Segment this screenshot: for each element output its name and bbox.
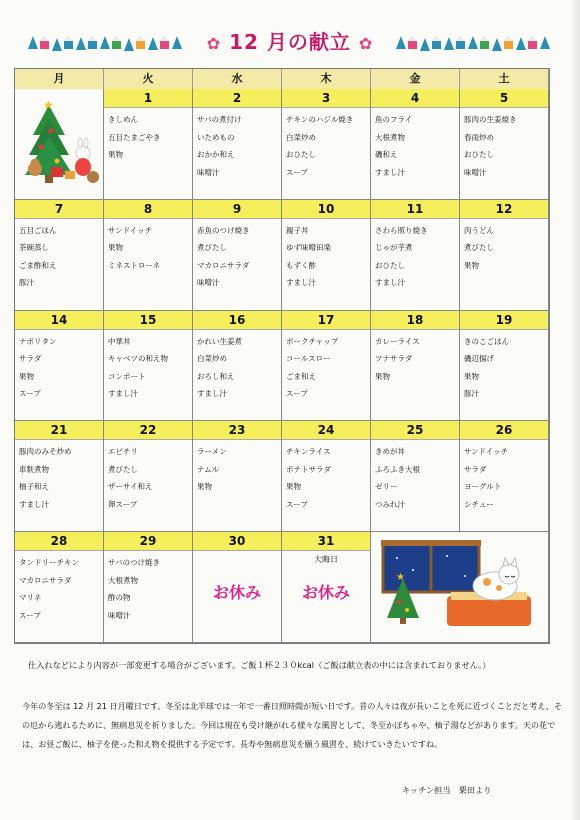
header bbox=[0, 22, 580, 62]
day-cell bbox=[371, 421, 460, 532]
menu-item: 五目ごはん bbox=[19, 225, 57, 235]
day-number: 14 bbox=[15, 311, 103, 330]
weekday-header: 木 bbox=[282, 69, 371, 89]
menu-list bbox=[197, 333, 242, 403]
day-cell bbox=[193, 532, 282, 643]
menu-item: 果物 bbox=[464, 371, 479, 381]
menu-item: 肉うどん bbox=[464, 225, 494, 235]
closed-label: お休み bbox=[212, 583, 261, 603]
menu-item: 味噌汁 bbox=[464, 167, 487, 177]
menu-item: カレーライス bbox=[375, 336, 420, 346]
day-number: 10 bbox=[282, 200, 370, 219]
menu-item: 味噌汁 bbox=[108, 610, 131, 620]
menu-item: すまし汁 bbox=[375, 278, 405, 288]
flower-icon: ✿ bbox=[206, 34, 222, 53]
menu-item: ポークチャップ bbox=[286, 336, 339, 346]
weekday-header: 水 bbox=[193, 69, 282, 89]
day-cell bbox=[193, 89, 282, 200]
menu-item: 果物 bbox=[286, 482, 301, 492]
menu-item: 五目たまごやき bbox=[108, 132, 161, 142]
menu-item: 豚汁 bbox=[19, 278, 34, 288]
tree-icon bbox=[492, 38, 502, 51]
menu-item: 茶碗蒸し bbox=[19, 243, 49, 253]
day-number: 16 bbox=[193, 311, 281, 330]
menu-item: ミネストローネ bbox=[108, 260, 161, 270]
day-number: 19 bbox=[460, 311, 548, 330]
day-number: 30 bbox=[193, 532, 281, 551]
menu-item: おろし和え bbox=[197, 371, 235, 381]
menu-list bbox=[108, 111, 161, 164]
svg-text:★: ★ bbox=[43, 98, 54, 112]
menu-item: サラダ bbox=[464, 464, 487, 474]
menu-list bbox=[108, 554, 160, 624]
menu-list bbox=[375, 333, 420, 386]
menu-item: サンドイッチ bbox=[108, 225, 153, 235]
menu-item: ポテトサラダ bbox=[286, 464, 331, 474]
day-cell bbox=[371, 200, 460, 311]
menu-item: 煮びたし bbox=[464, 243, 494, 253]
day-number: 25 bbox=[371, 421, 459, 440]
house-icon bbox=[408, 41, 417, 49]
menu-list bbox=[286, 222, 331, 292]
day-cell bbox=[282, 311, 371, 422]
menu-item: 煮びたし bbox=[108, 464, 138, 474]
menu-item: エビチリ bbox=[108, 447, 138, 457]
menu-item: じゃが芋煮 bbox=[375, 243, 413, 253]
day-cell bbox=[193, 200, 282, 311]
menu-item: スープ bbox=[19, 389, 41, 399]
day-cell bbox=[460, 311, 549, 422]
tree-icon bbox=[444, 37, 454, 50]
day-number: 18 bbox=[371, 311, 459, 330]
flower-icon: ✿ bbox=[358, 34, 374, 53]
menu-calendar bbox=[14, 68, 550, 644]
day-number: 31 bbox=[282, 532, 370, 551]
day-number: 2 bbox=[193, 89, 281, 108]
menu-item: 白菜炒め bbox=[197, 354, 227, 364]
menu-item: 果物 bbox=[375, 371, 390, 381]
menu-item: 春雨炒め bbox=[464, 132, 494, 142]
weekday-header: 土 bbox=[460, 69, 549, 89]
menu-item: いためもの bbox=[197, 132, 235, 142]
menu-item: ゼリー bbox=[375, 482, 398, 492]
day-cell bbox=[15, 311, 104, 422]
menu-item: きしめん bbox=[108, 115, 138, 124]
menu-item: 味噌汁 bbox=[197, 278, 220, 288]
weekday-header: 火 bbox=[104, 69, 193, 89]
menu-item: ツナサラダ bbox=[375, 354, 413, 364]
menu-item: 磯辺揚げ bbox=[464, 354, 494, 364]
menu-item: ごま和え bbox=[286, 371, 316, 381]
menu-item: かれい生姜煮 bbox=[197, 336, 242, 346]
christmas-tree-illustration bbox=[21, 97, 101, 187]
menu-list bbox=[197, 222, 250, 292]
day-number: 9 bbox=[193, 200, 281, 219]
day-cell bbox=[104, 200, 193, 311]
winter-solstice-message: 今年の冬至は 12 月 21 日月曜日です。冬至は北半球では一年で一番日照時間が短い日です。昔の人々は夜が長いことを死に近づくことだと考え、その厄から逃れるために、無病息災を祈りました。今回は現在も受け継がれる様々な風習として、冬至かぼちゃや、柚子湯などがあります。天の花では、お昼ご飯に、柚子を使った和え物を提供する予定です。長寿や無病息災を願う風習を、続けていきたいですね。 bbox=[22, 701, 562, 749]
day-cell bbox=[282, 200, 371, 311]
menu-list bbox=[286, 333, 338, 403]
menu-item: 果物 bbox=[464, 260, 479, 270]
menu-list bbox=[464, 333, 509, 403]
menu-item: サラダ bbox=[19, 354, 42, 364]
menu-item: おひたし bbox=[286, 150, 316, 159]
menu-item: 車麩煮物 bbox=[19, 464, 49, 474]
menu-item: 赤魚のつけ焼き bbox=[197, 225, 250, 235]
menu-list bbox=[108, 333, 168, 403]
day-cell bbox=[104, 311, 193, 422]
day-number: 1 bbox=[104, 89, 192, 108]
menu-item: ごま酢和え bbox=[19, 260, 57, 270]
day-number: 5 bbox=[460, 89, 548, 108]
day-number: 21 bbox=[15, 421, 103, 440]
menu-item: もずく酢 bbox=[286, 260, 316, 270]
menu-item: 柚子和え bbox=[19, 482, 49, 492]
menu-item: きのこごはん bbox=[464, 336, 509, 346]
menu-item: 果物 bbox=[108, 150, 123, 159]
day-number: 28 bbox=[15, 532, 103, 551]
house-icon bbox=[480, 41, 489, 49]
menu-item: おひたし bbox=[464, 150, 494, 159]
menu-item: きめが丼 bbox=[375, 447, 405, 457]
tree-icon bbox=[468, 36, 478, 49]
menu-item: すまし汁 bbox=[286, 278, 316, 288]
menu-item: サバの煮付け bbox=[197, 115, 242, 124]
day-cell bbox=[460, 200, 549, 311]
menu-item: マカロニサラダ bbox=[197, 260, 250, 270]
menu-list bbox=[464, 111, 517, 181]
day-number: 3 bbox=[282, 89, 370, 108]
menu-item: ナポリタン bbox=[19, 336, 57, 346]
menu-list bbox=[19, 333, 57, 403]
day-cell bbox=[282, 89, 371, 200]
menu-item: 豚汁 bbox=[464, 389, 479, 399]
menu-list bbox=[19, 443, 72, 513]
menu-item: キャベツの和え物 bbox=[108, 354, 168, 364]
day-number: 7 bbox=[15, 200, 103, 219]
menu-item: ふろふき大根 bbox=[375, 464, 420, 474]
menu-item: ナムル bbox=[197, 464, 220, 474]
menu-list bbox=[375, 222, 428, 292]
day-number: 22 bbox=[104, 421, 192, 440]
tree-icon bbox=[396, 36, 406, 49]
menu-item: 白菜炒め bbox=[286, 132, 316, 142]
menu-list bbox=[286, 111, 353, 181]
menu-item: おかか和え bbox=[197, 150, 235, 159]
menu-item: 果物 bbox=[19, 371, 34, 381]
menu-list bbox=[197, 443, 227, 496]
menu-list bbox=[375, 443, 420, 513]
day-cell bbox=[104, 89, 193, 200]
menu-item: すまし汁 bbox=[197, 389, 227, 399]
signature: キッチン担当 栗田より bbox=[402, 785, 492, 795]
closed-label: お休み bbox=[301, 583, 350, 603]
menu-item: 魚のフライ bbox=[375, 115, 413, 124]
day-cell bbox=[104, 421, 193, 532]
special-day-label: 大晦日 bbox=[314, 555, 338, 565]
menu-list bbox=[375, 111, 412, 181]
house-icon bbox=[528, 41, 537, 49]
decoration-cell bbox=[371, 532, 549, 643]
menu-item: すまし汁 bbox=[19, 499, 49, 509]
menu-item: マカロニサラダ bbox=[19, 575, 72, 585]
menu-list bbox=[464, 222, 494, 275]
menu-list bbox=[108, 222, 160, 275]
day-number: 29 bbox=[104, 532, 192, 551]
menu-item: 煮びたし bbox=[197, 243, 227, 253]
day-cell bbox=[15, 532, 104, 643]
day-cell bbox=[104, 532, 193, 643]
day-cell bbox=[282, 532, 371, 643]
menu-item: マリネ bbox=[19, 593, 42, 603]
menu-item: サバのつけ焼き bbox=[108, 558, 161, 568]
menu-item: ヨーグルト bbox=[464, 482, 502, 492]
page-title-text: 12 月の献立 bbox=[229, 30, 351, 54]
menu-item: ゆず味噌田楽 bbox=[286, 243, 331, 253]
menu-item: スープ bbox=[286, 499, 308, 509]
day-cell bbox=[15, 200, 104, 311]
day-cell bbox=[460, 421, 549, 532]
menu-item: さわら照り焼き bbox=[375, 225, 428, 235]
menu-item: すまし汁 bbox=[108, 389, 138, 399]
weekday-header: 金 bbox=[371, 69, 460, 89]
menu-item: 豚肉の生姜焼き bbox=[464, 115, 517, 124]
day-number: 4 bbox=[371, 89, 459, 108]
day-cell bbox=[193, 421, 282, 532]
menu-item: 大根煮物 bbox=[375, 132, 405, 142]
cat-window-illustration bbox=[377, 538, 537, 638]
menu-item: シチュー bbox=[464, 499, 494, 509]
menu-item: チキンライス bbox=[286, 447, 331, 457]
house-icon bbox=[456, 41, 465, 49]
day-number: 15 bbox=[104, 311, 192, 330]
day-cell bbox=[460, 89, 549, 200]
day-number: 26 bbox=[460, 421, 548, 440]
menu-item: すまし汁 bbox=[375, 167, 405, 177]
menu-list bbox=[19, 222, 57, 292]
tree-icon bbox=[420, 38, 430, 51]
menu-item: サンドイッチ bbox=[464, 447, 509, 457]
weekday-header: 月 bbox=[15, 69, 104, 89]
menu-item: スープ bbox=[286, 167, 308, 177]
day-number: 17 bbox=[282, 311, 370, 330]
menu-item: 果物 bbox=[197, 482, 212, 492]
house-icon bbox=[432, 41, 441, 49]
menu-item: コンポート bbox=[108, 371, 146, 381]
day-number: 23 bbox=[193, 421, 281, 440]
day-cell bbox=[282, 421, 371, 532]
day-cell bbox=[15, 421, 104, 532]
menu-item: 親子丼 bbox=[286, 225, 309, 235]
svg-text:★: ★ bbox=[396, 572, 405, 584]
menu-item: 味噌汁 bbox=[197, 167, 220, 177]
menu-list bbox=[108, 443, 152, 513]
day-number: 12 bbox=[460, 200, 548, 219]
menu-item: 磯和え bbox=[375, 150, 398, 159]
house-icon bbox=[504, 41, 513, 49]
day-cell bbox=[371, 89, 460, 200]
menu-item: 大根煮物 bbox=[108, 575, 138, 585]
menu-item: つみれ汁 bbox=[375, 499, 405, 509]
menu-item: おひたし bbox=[375, 260, 405, 270]
day-cell bbox=[371, 311, 460, 422]
tree-icon bbox=[516, 37, 526, 50]
decoration-cell bbox=[15, 89, 104, 200]
menu-item: コールスロー bbox=[286, 354, 331, 364]
menu-item: 果物 bbox=[108, 243, 123, 253]
menu-item: タンドリーチキン bbox=[19, 558, 79, 568]
menu-list bbox=[286, 443, 331, 513]
page-edge bbox=[572, 0, 580, 820]
menu-item: 酢の物 bbox=[108, 593, 131, 603]
day-number: 24 bbox=[282, 421, 370, 440]
day-number: 8 bbox=[104, 200, 192, 219]
menu-item: ラーメン bbox=[197, 447, 227, 457]
menu-item: 中華丼 bbox=[108, 336, 131, 346]
menu-item: スープ bbox=[286, 389, 308, 399]
menu-list bbox=[197, 111, 242, 181]
menu-item: スープ bbox=[19, 610, 41, 620]
day-cell bbox=[193, 311, 282, 422]
day-number: 11 bbox=[371, 200, 459, 219]
menu-item: ザーサイ和え bbox=[108, 482, 153, 492]
menu-list bbox=[19, 554, 79, 624]
menu-item: チキンのハジル焼き bbox=[286, 115, 354, 124]
tree-icon bbox=[540, 36, 550, 49]
menu-list bbox=[464, 443, 508, 513]
menu-item: 卵スープ bbox=[108, 499, 138, 509]
menu-item: 豚肉のみそ炒め bbox=[19, 447, 72, 457]
calorie-note: 仕入れなどにより内容が一部変更する場合がございます。ご飯１杯２３０kcal（ご飯は献立表の中には含まれておりません。） bbox=[28, 660, 491, 670]
